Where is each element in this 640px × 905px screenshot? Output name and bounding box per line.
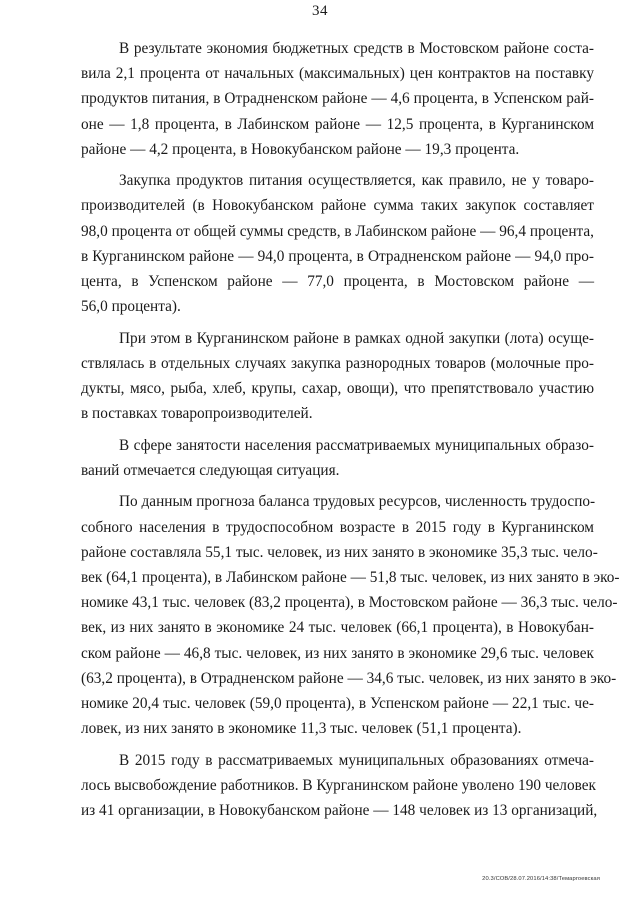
text-line: районе — 4,2 процента, в Новокубанском районе — 19,3 процента.	[81, 140, 520, 158]
paragraph	[81, 36, 594, 162]
paragraph	[81, 433, 594, 483]
text-line: век, из них занято в экономике 24 тыс. человек (66,1 процента), в Новокубан-	[81, 619, 594, 637]
text-line: При этом в Курганинском районе в рамках одной закупки (лота) осуще-	[119, 329, 594, 347]
text-line: ствлялась в отдельных случаях закупка разнородных товаров (молочные про-	[81, 354, 594, 372]
text-line: цента, в Успенском районе — 77,0 процента, в Мостовском районе —	[81, 272, 594, 290]
text-line: ваний отмечается следующая ситуация.	[81, 461, 340, 479]
text-line: дукты, мясо, рыба, хлеб, крупы, сахар, овощи), что препятствовало участию	[81, 380, 594, 398]
text-line: лось высвобождение работников. В Курганинском районе уволено 190 человек	[81, 776, 596, 794]
text-line: век (64,1 процента), в Лабинском районе — 51,8 тыс. человек, из них занято в эко-	[81, 568, 620, 586]
text-line: продуктов питания, в Отрадненском районе — 4,6 процента, в Успенском рай-	[81, 90, 594, 108]
paragraph	[81, 748, 598, 824]
text-line: районе составляла 55,1 тыс. человек, из них занято в экономике 35,3 тыс. чело-	[81, 543, 598, 561]
footer-stamp: 20.3/СОВ/28.07.2016/14:38/Темаргоевская	[482, 876, 600, 882]
text-line: В 2015 году в рассматриваемых муниципальных образованиях отмеча-	[119, 751, 594, 769]
text-line: в поставках товаропроизводителей.	[81, 405, 313, 423]
text-line: 56,0 процента).	[81, 298, 181, 316]
text-line: ском районе — 46,8 тыс. человек, из них занято в экономике 29,6 тыс. человек	[81, 644, 594, 662]
text-line: (63,2 процента), в Отрадненском районе — 34,6 тыс. человек, из них занято в эко-	[81, 669, 617, 687]
text-line: оне — 1,8 процента, в Лабинском районе — 12,5 процента, в Курганинском	[81, 115, 594, 133]
text-line: производителей (в Новокубанском районе сумма таких закупок составляет	[81, 197, 594, 215]
paragraph	[81, 489, 620, 741]
text-line: из 41 организации, в Новокубанском районе — 148 человек из 13 организаций,	[81, 801, 598, 819]
paragraph	[81, 168, 594, 319]
text-line: в Курганинском районе — 94,0 процента, в Отрадненском районе — 94,0 про-	[81, 247, 594, 265]
text-line: вила 2,1 процента от начальных (максимальных) цен контрактов на поставку	[81, 65, 594, 83]
text-line: собного населения в трудоспособном возрасте в 2015 году в Курганинском	[81, 518, 594, 536]
text-line: В сфере занятости населения рассматриваемых муниципальных образо-	[119, 436, 594, 454]
text-line: По данным прогноза баланса трудовых ресурсов, численность трудоспо-	[119, 493, 596, 511]
text-line: номике 20,4 тыс. человек (59,0 процента), в Успенском районе — 22,1 тыс. че-	[81, 694, 594, 712]
text-line: номике 43,1 тыс. человек (83,2 процента), в Мостовском районе — 36,3 тыс. чело-	[81, 594, 618, 612]
text-line: В результате экономия бюджетных средств в Мостовском районе соста-	[119, 40, 594, 57]
text-line: 98,0 процента от общей суммы средств, в Лабинском районе — 96,4 процента,	[81, 222, 594, 240]
text-line: Закупка продуктов питания осуществляется, как правило, не у товаро-	[119, 172, 594, 190]
text-line: ловек, из них занято в экономике 11,3 тыс. человек (51,1 процента).	[81, 720, 522, 738]
paragraph	[81, 326, 594, 427]
page-number: 34	[312, 3, 328, 19]
document-body	[81, 36, 620, 823]
